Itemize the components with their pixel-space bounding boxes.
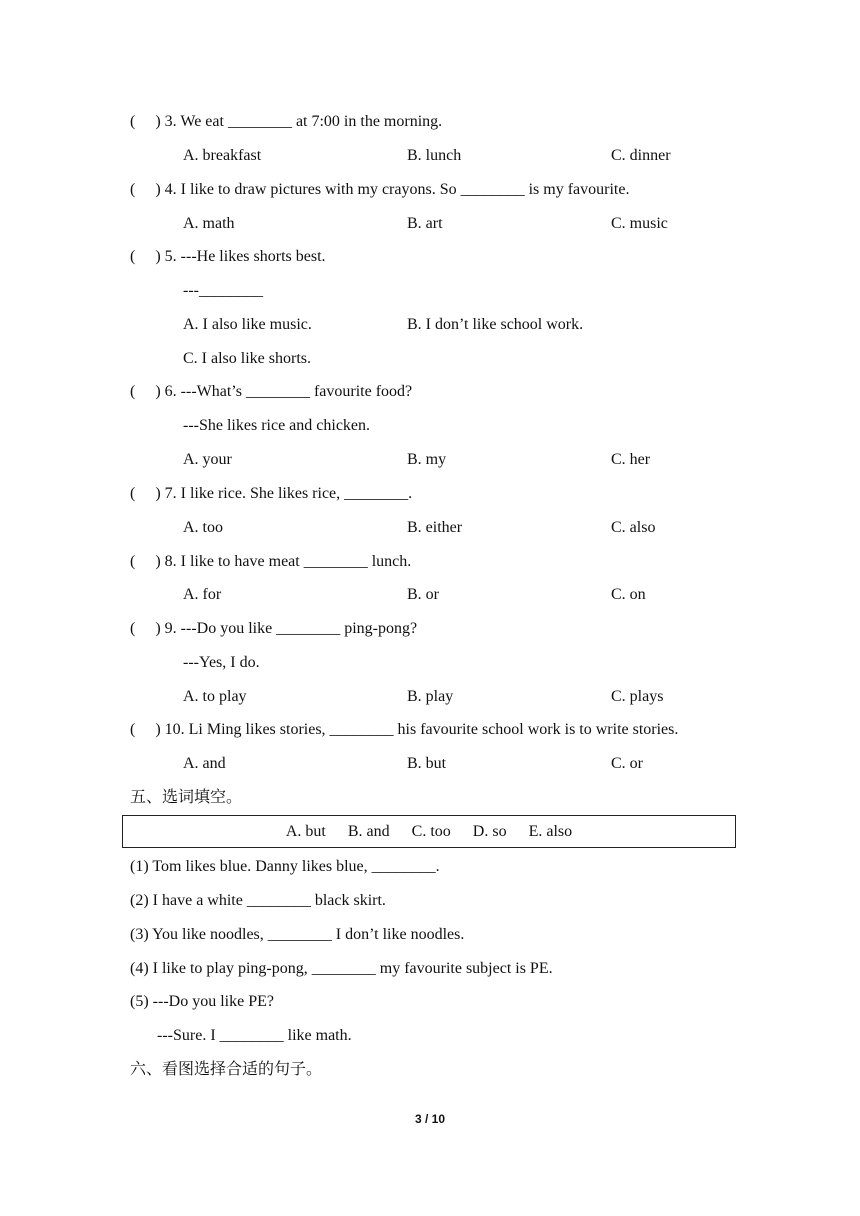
question-3-option-b: B. lunch	[407, 147, 462, 164]
word-bank-option-c: C. too	[411, 822, 451, 840]
question-4-option-c: C. music	[611, 215, 668, 232]
question-9-dialogue: ---Yes, I do.	[183, 654, 260, 671]
fill-item-1: (1) Tom likes blue. Danny likes blue, ________.	[130, 858, 440, 875]
question-10-stem: ( ) 10. Li Ming likes stories, ________ his favourite school work is to write stories.	[130, 721, 679, 738]
word-bank-option-d: D. so	[472, 822, 507, 840]
fill-item-2: (2) I have a white ________ black skirt.	[130, 892, 386, 909]
question-4-stem: ( ) 4. I like to draw pictures with my crayons. So ________ is my favourite.	[130, 181, 630, 198]
fill-item-3: (3) You like noodles, ________ I don’t like noodles.	[130, 926, 465, 943]
question-7-stem: ( ) 7. I like rice. She likes rice, ________.	[130, 485, 413, 502]
question-9-option-c: C. plays	[611, 688, 664, 705]
question-9-stem: ( ) 9. ---Do you like ________ ping-pong?	[130, 620, 418, 637]
question-6-stem: ( ) 6. ---What’s ________ favourite food?	[130, 383, 413, 400]
question-6-dialogue: ---She likes rice and chicken.	[183, 417, 371, 434]
question-5-dialogue: ---________	[183, 282, 263, 299]
question-5-option-c: C. I also like shorts.	[183, 350, 311, 367]
section-5-title: 五、选词填空。	[130, 787, 243, 806]
question-8-stem: ( ) 8. I like to have meat ________ lunch.	[130, 553, 412, 570]
page-number: 3 / 10	[414, 1112, 446, 1126]
question-7-option-b: B. either	[407, 519, 463, 536]
question-5-stem: ( ) 5. ---He likes shorts best.	[130, 248, 326, 265]
section-6-title: 六、看图选择合适的句子。	[130, 1059, 323, 1078]
question-7-option-a: A. too	[183, 519, 223, 536]
word-bank-option-e: E. also	[528, 822, 573, 840]
question-8-option-c: C. on	[611, 586, 646, 603]
fill-item-4: (4) I like to play ping-pong, ________ my favourite subject is PE.	[130, 960, 553, 977]
question-3-stem: ( ) 3. We eat ________ at 7:00 in the morning.	[130, 113, 443, 130]
question-6-option-b: B. my	[407, 451, 447, 468]
question-3-option-a: A. breakfast	[183, 147, 262, 164]
question-6-option-c: C. her	[611, 451, 651, 468]
question-5-option-b: B. I don’t like school work.	[407, 316, 584, 333]
word-bank-box	[122, 815, 736, 848]
question-3-option-c: C. dinner	[611, 147, 671, 164]
word-bank-option-b: B. and	[347, 822, 390, 840]
question-9-option-b: B. play	[407, 688, 454, 705]
question-10-option-c: C. or	[611, 755, 643, 772]
fill-item-5-reply: ---Sure. I ________ like math.	[157, 1027, 352, 1044]
question-4-option-a: A. math	[183, 215, 235, 232]
question-9-option-a: A. to play	[183, 688, 247, 705]
question-8-option-b: B. or	[407, 586, 439, 603]
question-10-option-a: A. and	[183, 755, 226, 772]
question-7-option-c: C. also	[611, 519, 656, 536]
question-8-option-a: A. for	[183, 586, 222, 603]
word-bank-option-a: A. but	[285, 822, 326, 840]
question-10-option-b: B. but	[407, 755, 447, 772]
question-4-option-b: B. art	[407, 215, 443, 232]
question-6-option-a: A. your	[183, 451, 232, 468]
fill-item-5: (5) ---Do you like PE?	[130, 993, 274, 1010]
question-5-option-a: A. I also like music.	[183, 316, 312, 333]
